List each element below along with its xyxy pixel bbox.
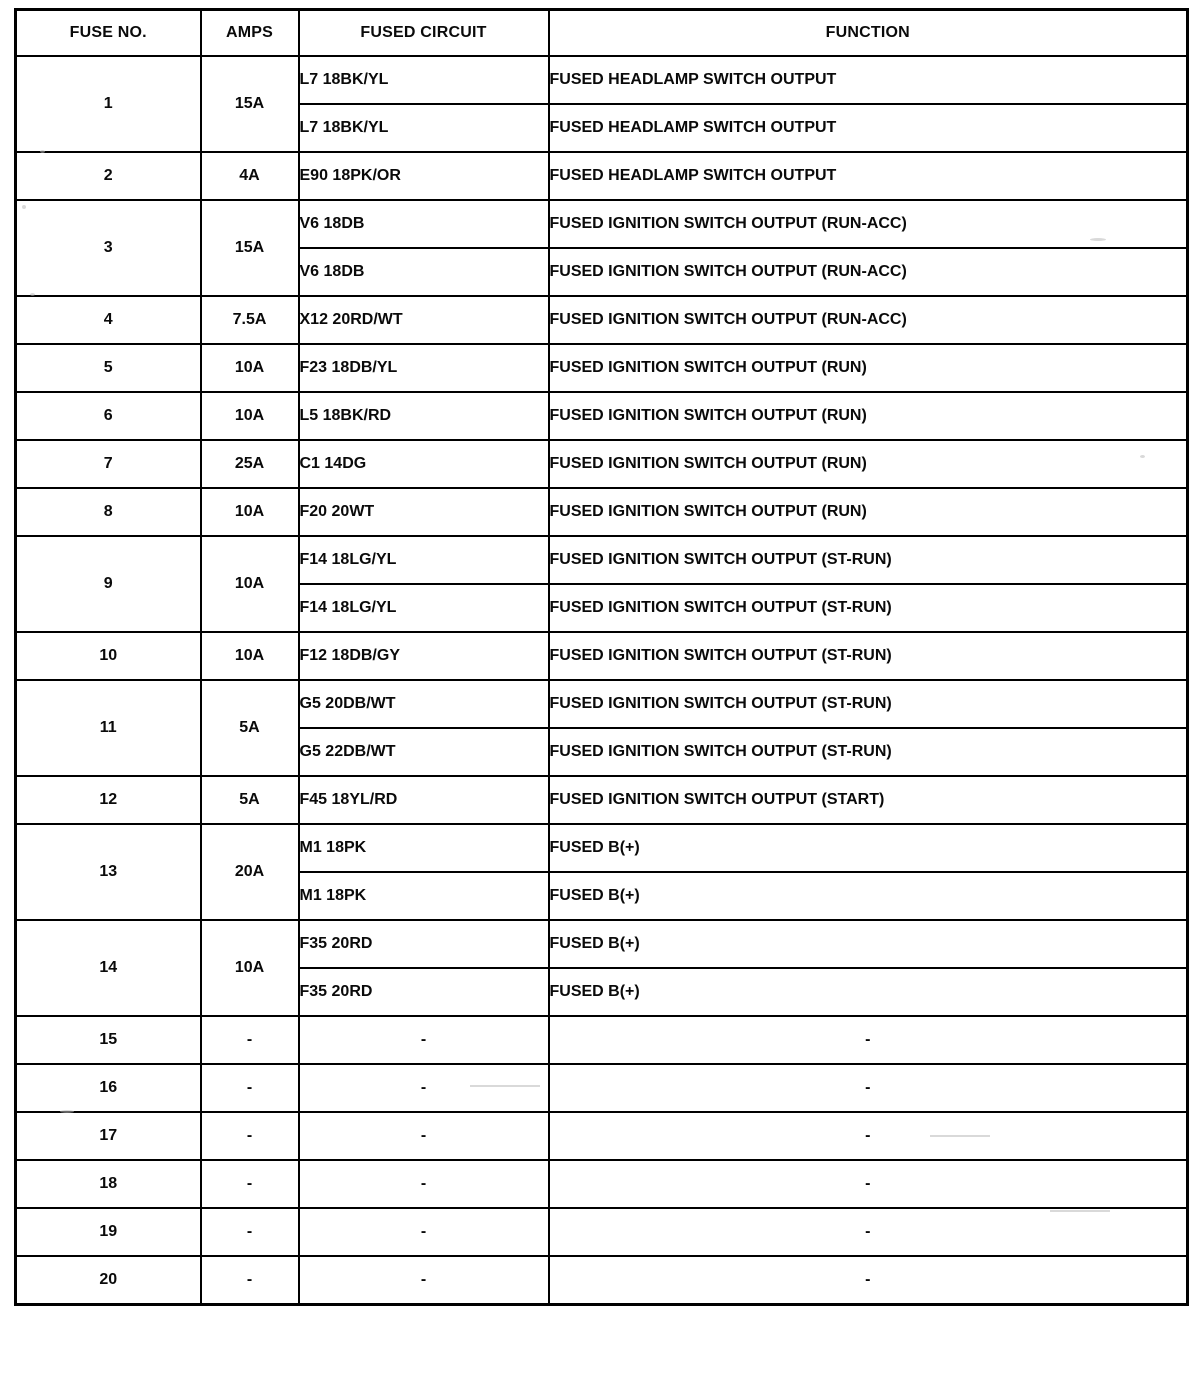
cell-fuse-no: 3 bbox=[16, 200, 201, 296]
table-row bbox=[16, 440, 1188, 488]
cell-function: FUSED B(+) bbox=[549, 824, 1188, 872]
table-row bbox=[16, 392, 1188, 440]
cell-fused-circuit: M1 18PK bbox=[299, 872, 549, 920]
cell-fused-circuit: V6 18DB bbox=[299, 248, 549, 296]
column-header-function: FUNCTION bbox=[549, 10, 1188, 57]
cell-amps: 10A bbox=[201, 344, 299, 392]
cell-fuse-no: 2 bbox=[16, 152, 201, 200]
cell-function: FUSED HEADLAMP SWITCH OUTPUT bbox=[549, 56, 1188, 104]
cell-function: FUSED IGNITION SWITCH OUTPUT (START) bbox=[549, 776, 1188, 824]
table-row bbox=[16, 1208, 1188, 1256]
cell-function: FUSED IGNITION SWITCH OUTPUT (ST-RUN) bbox=[549, 536, 1188, 584]
cell-amps: - bbox=[201, 1256, 299, 1305]
cell-function: FUSED IGNITION SWITCH OUTPUT (ST-RUN) bbox=[549, 632, 1188, 680]
cell-fused-circuit: - bbox=[299, 1112, 549, 1160]
cell-fused-circuit: F14 18LG/YL bbox=[299, 536, 549, 584]
table-header-row bbox=[16, 10, 1188, 57]
cell-fuse-no: 18 bbox=[16, 1160, 201, 1208]
cell-function: FUSED IGNITION SWITCH OUTPUT (RUN) bbox=[549, 344, 1188, 392]
table-row bbox=[16, 488, 1188, 536]
cell-fused-circuit: F20 20WT bbox=[299, 488, 549, 536]
table-row bbox=[16, 536, 1188, 584]
column-header-amps: AMPS bbox=[201, 10, 299, 57]
cell-fused-circuit: F45 18YL/RD bbox=[299, 776, 549, 824]
cell-fused-circuit: F14 18LG/YL bbox=[299, 584, 549, 632]
cell-fused-circuit: V6 18DB bbox=[299, 200, 549, 248]
cell-fuse-no: 1 bbox=[16, 56, 201, 152]
cell-fused-circuit: G5 22DB/WT bbox=[299, 728, 549, 776]
table-row bbox=[16, 1112, 1188, 1160]
table-row bbox=[16, 1064, 1188, 1112]
cell-amps: 10A bbox=[201, 632, 299, 680]
table-row bbox=[16, 1016, 1188, 1064]
cell-function: FUSED HEADLAMP SWITCH OUTPUT bbox=[549, 104, 1188, 152]
table-row bbox=[16, 632, 1188, 680]
cell-fused-circuit: F35 20RD bbox=[299, 920, 549, 968]
cell-fuse-no: 10 bbox=[16, 632, 201, 680]
cell-function: FUSED IGNITION SWITCH OUTPUT (ST-RUN) bbox=[549, 728, 1188, 776]
cell-function: FUSED IGNITION SWITCH OUTPUT (RUN) bbox=[549, 440, 1188, 488]
cell-amps: 4A bbox=[201, 152, 299, 200]
cell-amps: 10A bbox=[201, 920, 299, 1016]
cell-fuse-no: 19 bbox=[16, 1208, 201, 1256]
table-row bbox=[16, 56, 1188, 104]
cell-function: - bbox=[549, 1064, 1188, 1112]
cell-function: FUSED B(+) bbox=[549, 920, 1188, 968]
cell-fused-circuit: F12 18DB/GY bbox=[299, 632, 549, 680]
cell-function: FUSED HEADLAMP SWITCH OUTPUT bbox=[549, 152, 1188, 200]
cell-fuse-no: 16 bbox=[16, 1064, 201, 1112]
table-body bbox=[16, 56, 1188, 1305]
cell-function: - bbox=[549, 1208, 1188, 1256]
cell-function: FUSED IGNITION SWITCH OUTPUT (ST-RUN) bbox=[549, 680, 1188, 728]
table-header bbox=[16, 10, 1188, 57]
cell-fuse-no: 20 bbox=[16, 1256, 201, 1305]
column-header-fused-circuit: FUSED CIRCUIT bbox=[299, 10, 549, 57]
table-row bbox=[16, 1160, 1188, 1208]
cell-amps: 25A bbox=[201, 440, 299, 488]
cell-fuse-no: 12 bbox=[16, 776, 201, 824]
cell-amps: 15A bbox=[201, 56, 299, 152]
table-row bbox=[16, 824, 1188, 872]
cell-fused-circuit: L7 18BK/YL bbox=[299, 56, 549, 104]
cell-fused-circuit: F23 18DB/YL bbox=[299, 344, 549, 392]
cell-amps: 5A bbox=[201, 776, 299, 824]
cell-fused-circuit: - bbox=[299, 1208, 549, 1256]
table-row bbox=[16, 152, 1188, 200]
cell-function: FUSED IGNITION SWITCH OUTPUT (RUN-ACC) bbox=[549, 296, 1188, 344]
cell-amps: 5A bbox=[201, 680, 299, 776]
cell-amps: - bbox=[201, 1064, 299, 1112]
cell-function: FUSED IGNITION SWITCH OUTPUT (RUN-ACC) bbox=[549, 248, 1188, 296]
cell-fuse-no: 7 bbox=[16, 440, 201, 488]
cell-fuse-no: 4 bbox=[16, 296, 201, 344]
cell-fused-circuit: - bbox=[299, 1256, 549, 1305]
cell-function: FUSED IGNITION SWITCH OUTPUT (RUN) bbox=[549, 392, 1188, 440]
cell-fuse-no: 15 bbox=[16, 1016, 201, 1064]
cell-fuse-no: 14 bbox=[16, 920, 201, 1016]
cell-function: - bbox=[549, 1256, 1188, 1305]
table-row bbox=[16, 344, 1188, 392]
table-row bbox=[16, 296, 1188, 344]
cell-amps: 7.5A bbox=[201, 296, 299, 344]
table-row bbox=[16, 1256, 1188, 1305]
column-header-fuse-no: FUSE NO. bbox=[16, 10, 201, 57]
cell-fused-circuit: C1 14DG bbox=[299, 440, 549, 488]
cell-amps: - bbox=[201, 1160, 299, 1208]
cell-amps: 10A bbox=[201, 536, 299, 632]
table-row bbox=[16, 776, 1188, 824]
cell-fuse-no: 9 bbox=[16, 536, 201, 632]
cell-amps: - bbox=[201, 1112, 299, 1160]
cell-amps: 10A bbox=[201, 392, 299, 440]
cell-fused-circuit: M1 18PK bbox=[299, 824, 549, 872]
cell-fuse-no: 17 bbox=[16, 1112, 201, 1160]
cell-fused-circuit: X12 20RD/WT bbox=[299, 296, 549, 344]
cell-function: FUSED IGNITION SWITCH OUTPUT (RUN-ACC) bbox=[549, 200, 1188, 248]
cell-function: - bbox=[549, 1160, 1188, 1208]
cell-function: FUSED IGNITION SWITCH OUTPUT (RUN) bbox=[549, 488, 1188, 536]
cell-function: FUSED B(+) bbox=[549, 968, 1188, 1016]
cell-fuse-no: 8 bbox=[16, 488, 201, 536]
cell-amps: 10A bbox=[201, 488, 299, 536]
cell-amps: 15A bbox=[201, 200, 299, 296]
cell-fused-circuit: G5 20DB/WT bbox=[299, 680, 549, 728]
cell-fused-circuit: - bbox=[299, 1160, 549, 1208]
cell-fused-circuit: - bbox=[299, 1016, 549, 1064]
cell-amps: 20A bbox=[201, 824, 299, 920]
cell-fused-circuit: F35 20RD bbox=[299, 968, 549, 1016]
table-row bbox=[16, 200, 1188, 248]
cell-fused-circuit: L5 18BK/RD bbox=[299, 392, 549, 440]
cell-fused-circuit: - bbox=[299, 1064, 549, 1112]
table-row bbox=[16, 680, 1188, 728]
fuse-table bbox=[14, 8, 1189, 1306]
cell-function: - bbox=[549, 1112, 1188, 1160]
table-row bbox=[16, 920, 1188, 968]
cell-amps: - bbox=[201, 1208, 299, 1256]
cell-fuse-no: 13 bbox=[16, 824, 201, 920]
cell-function: FUSED IGNITION SWITCH OUTPUT (ST-RUN) bbox=[549, 584, 1188, 632]
cell-fuse-no: 6 bbox=[16, 392, 201, 440]
cell-function: FUSED B(+) bbox=[549, 872, 1188, 920]
cell-amps: - bbox=[201, 1016, 299, 1064]
cell-function: - bbox=[549, 1016, 1188, 1064]
cell-fuse-no: 5 bbox=[16, 344, 201, 392]
cell-fuse-no: 11 bbox=[16, 680, 201, 776]
cell-fused-circuit: L7 18BK/YL bbox=[299, 104, 549, 152]
cell-fused-circuit: E90 18PK/OR bbox=[299, 152, 549, 200]
